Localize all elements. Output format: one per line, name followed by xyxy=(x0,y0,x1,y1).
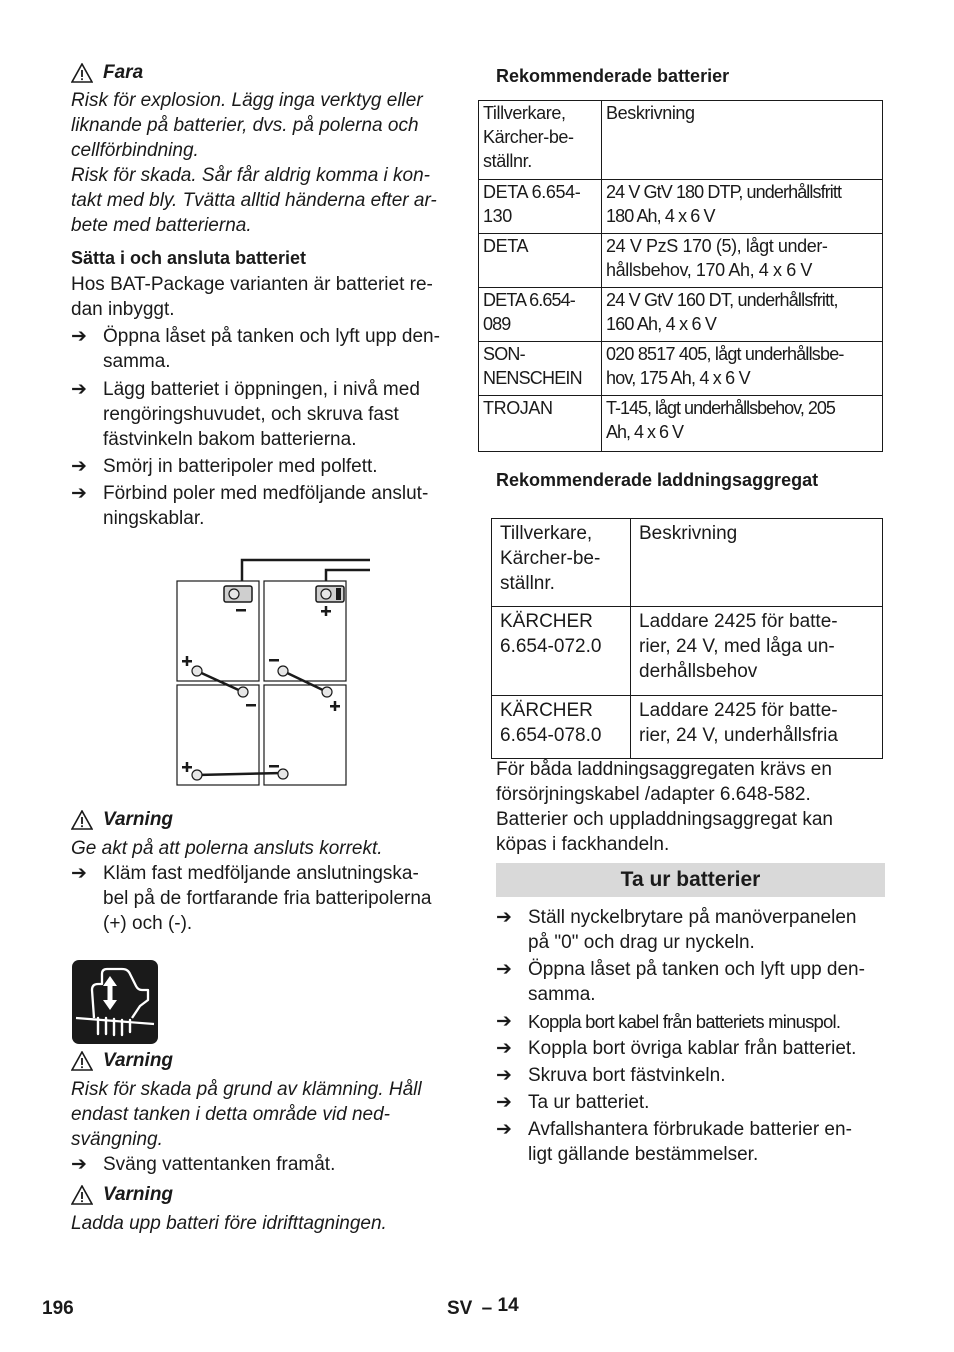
batteries-table xyxy=(478,100,883,452)
arrow-icon: ➔ xyxy=(71,863,87,884)
table-cell: Laddare 2425 för batte- rier, 24 V, med låga un- derhållsbehov xyxy=(631,607,883,696)
footer-subpage: 14 xyxy=(497,1295,519,1316)
install-intro-line: Hos BAT-Package varianten är batteriet re- xyxy=(71,274,433,295)
batteries-heading: Rekommenderade batterier xyxy=(496,66,730,86)
install-intro-line: dan inbyggt. xyxy=(71,299,175,320)
language-code: SV xyxy=(447,1298,473,1319)
danger-heading xyxy=(71,60,471,85)
step-line: samma. xyxy=(103,351,171,372)
warning-heading xyxy=(71,1182,471,1207)
table-cell: SON- NENSCHEIN xyxy=(479,342,602,396)
page-number: 196 xyxy=(42,1298,74,1319)
step-line: Öppna låset på tanken och lyft upp den- xyxy=(103,326,440,347)
step-line: samma. xyxy=(528,984,596,1005)
step-line: ningskablar. xyxy=(103,508,205,529)
warning2-step xyxy=(71,1152,471,1177)
remove-step-1 xyxy=(496,905,891,955)
table-cell: 020 8517 405, lågt underhållsbe- hov, 175 Ah, 4 x 6 V xyxy=(602,342,883,396)
table-cell: KÄRCHER 6.654-078.0 xyxy=(492,696,631,759)
arrow-icon: ➔ xyxy=(71,1154,87,1175)
remove-step-5 xyxy=(496,1063,891,1088)
note-line: försörjningskabel /adapter 6.648-582. xyxy=(496,784,811,805)
chargers-table xyxy=(491,518,883,759)
danger-text xyxy=(71,88,471,238)
table-cell: T-145, lågt underhållsbehov, 205 Ah, 4 x 6 V xyxy=(602,396,883,452)
danger-title: Fara xyxy=(103,62,144,83)
remove-step-3 xyxy=(496,1009,891,1034)
table-header-row xyxy=(492,519,883,607)
warning-triangle-icon xyxy=(71,1185,93,1205)
step-line: Ta ur batteriet. xyxy=(528,1092,650,1113)
table-row xyxy=(479,180,883,234)
note-line: För båda laddningsaggregaten krävs en xyxy=(496,759,832,780)
step-line: bel på de fortfarande fria batteripolerna xyxy=(103,888,432,909)
battery-cell xyxy=(264,685,346,785)
install-step-3 xyxy=(71,454,471,479)
step-line: fästvinkeln bakom batterierna. xyxy=(103,429,357,450)
warning-block-2 xyxy=(71,1048,471,1177)
step-line: (+) och (-). xyxy=(103,913,193,934)
table-cell: Tillverkare, Kärcher-be- ställnr. xyxy=(479,101,602,180)
warning-text: Ge akt på att polerna ansluts korrekt. xyxy=(71,838,383,859)
danger-line: cellförbindning. xyxy=(71,140,199,161)
chargers-heading: Rekommenderade laddningsaggregat xyxy=(496,470,819,490)
battery-cell xyxy=(177,685,259,785)
arrow-icon: ➔ xyxy=(71,379,87,400)
table-cell: KÄRCHER 6.654-072.0 xyxy=(492,607,631,696)
step-line: Koppla bort kabel från batteriets minuspol. xyxy=(528,1011,841,1032)
danger-line: liknande på batterier, dvs. på polerna och xyxy=(71,115,419,136)
step-line: Smörj in batteripoler med polfett. xyxy=(103,456,378,477)
install-step-4 xyxy=(71,481,471,531)
table-row xyxy=(479,342,883,396)
table-cell: 24 V GtV 160 DT, underhållsfritt, 160 Ah, 4 x 6 V xyxy=(602,288,883,342)
table-cell: Beskrivning xyxy=(602,101,883,180)
warning-title: Varning xyxy=(103,1184,174,1205)
warning-line: svängning. xyxy=(71,1129,163,1150)
danger-line: bete med batterierna. xyxy=(71,215,252,236)
table-cell: DETA 6.654- 130 xyxy=(479,180,602,234)
install-section xyxy=(71,246,471,531)
chargers-note xyxy=(496,757,886,857)
minus-mark xyxy=(246,704,256,707)
step-line: på "0" och drag ur nyckeln. xyxy=(528,932,755,953)
step-line: Öppna låset på tanken och lyft upp den- xyxy=(528,959,865,980)
table-cell: Laddare 2425 för batte- rier, 24 V, underhållsfria xyxy=(631,696,883,759)
note-line: Batterier och uppladdningsaggregat kan xyxy=(496,809,833,830)
step-line: Lägg batteriet i öppningen, i nivå med xyxy=(103,379,420,400)
step-line: Koppla bort övriga kablar från batteriet. xyxy=(528,1038,857,1059)
remove-step-4 xyxy=(496,1036,891,1061)
warning-triangle-icon xyxy=(71,1051,93,1071)
step-line: Sväng vattentanken framåt. xyxy=(103,1154,336,1175)
arrow-icon: ➔ xyxy=(496,1092,512,1113)
table-cell: 24 V PzS 170 (5), lågt under- hållsbehov, 170 Ah, 4 x 6 V xyxy=(602,234,883,288)
warning-block-3 xyxy=(71,1182,471,1236)
arrow-icon: ➔ xyxy=(71,326,87,347)
warning-text xyxy=(71,1077,471,1152)
table-row xyxy=(492,696,883,759)
danger-line: Risk för skada. Sår får aldrig komma i kon- xyxy=(71,165,431,186)
table-row xyxy=(479,288,883,342)
arrow-icon: ➔ xyxy=(496,1119,512,1140)
warning-heading xyxy=(71,807,471,832)
warning-line: endast tanken i detta område vid ned- xyxy=(71,1104,390,1125)
step-line: Förbind poler med medföljande anslut- xyxy=(103,483,429,504)
minus-mark xyxy=(269,659,279,662)
install-heading: Sätta i och ansluta batteriet xyxy=(71,248,307,268)
warning-text: Ladda upp batteri före idrifttagningen. xyxy=(71,1213,387,1234)
arrow-icon: ➔ xyxy=(496,1038,512,1059)
table-cell: 24 V GtV 180 DTP, underhållsfritt 180 Ah, 4 x 6 V xyxy=(602,180,883,234)
table-row xyxy=(492,607,883,696)
table-header-row xyxy=(479,101,883,180)
step-line: Avfallshantera förbrukade batterier en- xyxy=(528,1119,852,1140)
danger-line: takt med bly. Tvätta alltid händerna efter ar- xyxy=(71,190,437,211)
remove-section-heading: Ta ur batterier xyxy=(496,863,885,897)
warning-heading xyxy=(71,1048,471,1073)
remove-steps xyxy=(496,905,891,1167)
arrow-icon: ➔ xyxy=(496,1065,512,1086)
install-intro xyxy=(71,272,471,322)
pinch-hazard-icon xyxy=(72,960,158,1044)
minus-mark xyxy=(269,765,279,768)
warning-triangle-icon xyxy=(71,810,93,830)
warning-triangle-icon xyxy=(71,63,93,83)
step-line: Ställ nyckelbrytare på manöverpanelen xyxy=(528,907,857,928)
step-line: rengöringshuvudet, och skruva fast xyxy=(103,404,399,425)
arrow-icon: ➔ xyxy=(496,959,512,980)
remove-step-7 xyxy=(496,1117,891,1167)
danger-line: Risk för explosion. Lägg inga verktyg eller xyxy=(71,90,423,111)
table-cell: Tillverkare, Kärcher-be- ställnr. xyxy=(492,519,631,607)
table-cell: Beskrivning xyxy=(631,519,883,607)
table-row xyxy=(479,234,883,288)
table-cell: DETA 6.654- 089 xyxy=(479,288,602,342)
arrow-icon: ➔ xyxy=(496,907,512,928)
remove-step-6 xyxy=(496,1090,891,1115)
step-line: Skruva bort fästvinkeln. xyxy=(528,1065,726,1086)
table-row xyxy=(479,396,883,452)
battery-wiring-diagram xyxy=(170,550,380,790)
arrow-icon: ➔ xyxy=(496,1011,512,1032)
install-step-2 xyxy=(71,377,471,452)
warning-block-1 xyxy=(71,807,471,936)
footer-dash: – xyxy=(481,1298,493,1319)
table-cell: TROJAN xyxy=(479,396,602,452)
danger-block xyxy=(71,60,471,238)
warning-line: Risk för skada på grund av klämning. Håll xyxy=(71,1079,422,1100)
table-cell: DETA xyxy=(479,234,602,288)
remove-step-2 xyxy=(496,957,891,1007)
warning1-step xyxy=(71,861,471,936)
install-step-1 xyxy=(71,324,471,374)
arrow-icon: ➔ xyxy=(71,483,87,504)
step-line: Kläm fast medföljande anslutningska- xyxy=(103,863,419,884)
footer-language xyxy=(447,1296,519,1321)
warning-title: Varning xyxy=(103,809,174,830)
note-line: köpas i fackhandeln. xyxy=(496,834,670,855)
minus-mark xyxy=(236,609,246,612)
arrow-icon: ➔ xyxy=(71,456,87,477)
warning-title: Varning xyxy=(103,1050,174,1071)
step-line: ligt gällande bestämmelser. xyxy=(528,1144,759,1165)
